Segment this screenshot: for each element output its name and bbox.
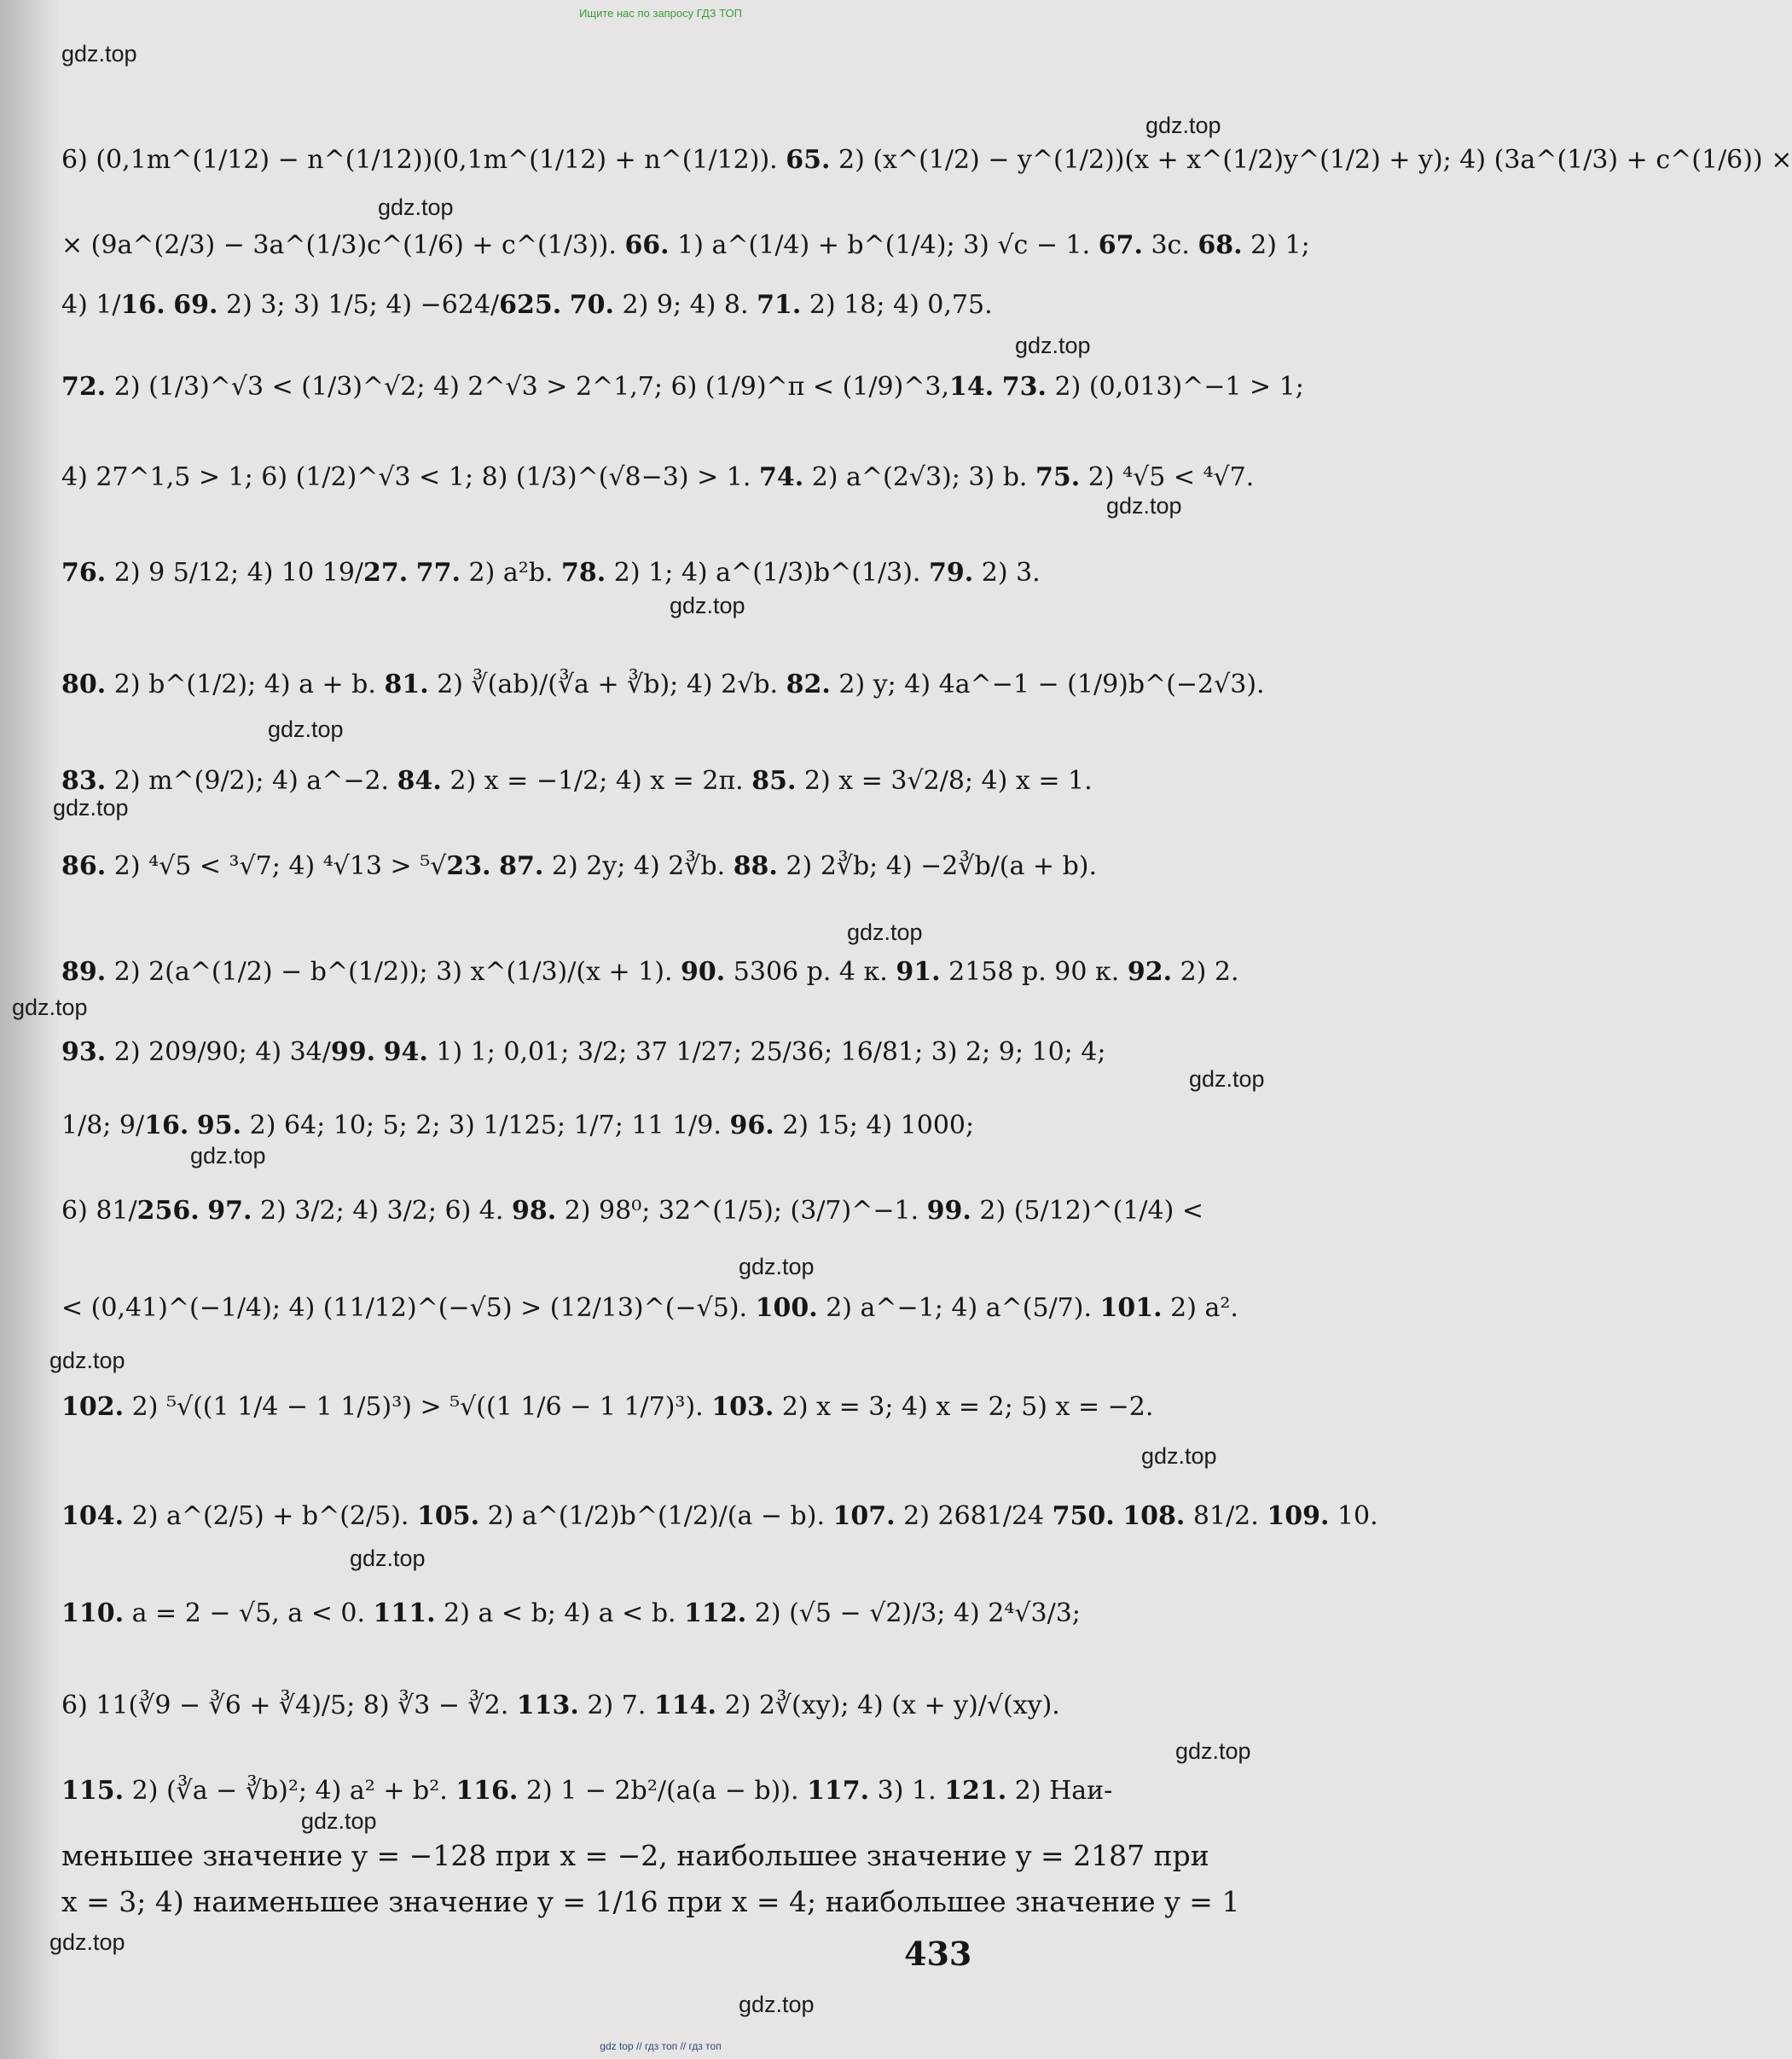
answer-line-15: 102. 2) ⁵√((1 1/4 − 1 1/5)³) > ⁵√((1 1/6 − 1 1/7)³). 103. 2) x = 3; 4) x = 2; 5) x = −2.	[61, 1392, 1154, 1422]
watermark: gdz.top	[1175, 1738, 1251, 1764]
watermark: gdz.top	[53, 795, 129, 821]
watermark: gdz.top	[1141, 1443, 1217, 1469]
watermark: gdz.top	[1145, 113, 1221, 138]
answer-line-10: 89. 2) 2(a^(1/2) − b^(1/2)); 3) x^(1/3)/(x + 1). 90. 5306 р. 4 к. 91. 2158 р. 90 к. 92. 2) 2.	[61, 957, 1239, 987]
watermark: gdz.top	[1106, 493, 1182, 519]
top-banner: Ищите нас по запросу ГДЗ ТОП	[579, 7, 742, 20]
watermark: gdz.top	[49, 1348, 125, 1373]
watermark: gdz.top	[350, 1546, 426, 1571]
answer-line-8: 83. 2) m^(9/2); 4) a^−2. 84. 2) x = −1/2; 4) x = 2π. 85. 2) x = 3√2/8; 4) x = 1.	[61, 766, 1093, 796]
watermark: gdz.top	[190, 1143, 266, 1169]
watermark: gdz.top	[378, 194, 454, 220]
watermark: gdz.top	[268, 716, 344, 742]
watermark: gdz.top	[49, 1929, 125, 1955]
answer-line-21: x = 3; 4) наименьшее значение y = 1/16 при x = 4; наибольшее значение y = 1	[61, 1885, 1240, 1918]
answer-line-9: 86. 2) ⁴√5 < ³√7; 4) ⁴√13 > ⁵√23. 87. 2) 2y; 4) 2∛b. 88. 2) 2∛b; 4) −2∛b/(a + b).	[61, 851, 1098, 881]
watermark: gdz.top	[739, 1254, 815, 1279]
answer-line-11: 93. 2) 209/90; 4) 34/99. 94. 1) 1; 0,01; 3/2; 37 1/27; 25/36; 16/81; 3) 2; 9; 10; 4;	[61, 1037, 1106, 1067]
answer-line-14: < (0,41)^(−1/4); 4) (11/12)^(−√5) > (12/13)^(−√5). 100. 2) a^−1; 4) a^(5/7). 101. 2) a².	[61, 1293, 1238, 1323]
answer-line-1: 6) (0,1m^(1/12) − n^(1/12))(0,1m^(1/12) + n^(1/12)). 65. 2) (x^(1/2) − y^(1/2))(x + x^(1/2)y^(1/2) + y); 4) (3a^(1/3) + c^(1/6)) ×	[61, 145, 1792, 175]
page-number: 433	[904, 1934, 972, 1973]
answer-line-16: 104. 2) a^(2/5) + b^(2/5). 105. 2) a^(1/2)b^(1/2)/(a − b). 107. 2) 2681/24 750. 108. 81/2. 109. 10.	[61, 1501, 1378, 1531]
bottom-banner: gdz top // гдз топ // гдз топ	[600, 2040, 722, 2052]
answer-line-18: 6) 11(∛9 − ∛6 + ∛4)/5; 8) ∛3 − ∛2. 113. 2) 7. 114. 2) 2∛(xy); 4) (x + y)/√(xy).	[61, 1691, 1060, 1720]
answer-line-19: 115. 2) (∛a − ∛b)²; 4) a² + b². 116. 2) 1 − 2b²/(a(a − b)). 117. 3) 1. 121. 2) Наи-	[61, 1776, 1113, 1806]
watermark: gdz.top	[1189, 1066, 1265, 1092]
answer-line-3: 4) 1/16. 69. 2) 3; 3) 1/5; 4) −624/625. 70. 2) 9; 4) 8. 71. 2) 18; 4) 0,75.	[61, 290, 993, 320]
answer-line-5: 4) 27^1,5 > 1; 6) (1/2)^√3 < 1; 8) (1/3)^(√8−3) > 1. 74. 2) a^(2√3); 3) b. 75. 2) ⁴√5 < ⁴√7.	[61, 462, 1255, 492]
watermark: gdz.top	[739, 1992, 815, 2017]
answer-line-17: 110. a = 2 − √5, a < 0. 111. 2) a < b; 4) a < b. 112. 2) (√5 − √2)/3; 4) 2⁴√3/3;	[61, 1598, 1081, 1628]
answer-line-20: меньшее значение y = −128 при x = −2, наибольшее значение y = 2187 при	[61, 1839, 1209, 1872]
answer-line-7: 80. 2) b^(1/2); 4) a + b. 81. 2) ∛(ab)/(∛a + ∛b); 4) 2√b. 82. 2) y; 4) 4a^−1 − (1/9)b^(−2√3).	[61, 670, 1265, 699]
answer-line-4: 72. 2) (1/3)^√3 < (1/3)^√2; 4) 2^√3 > 2^1,7; 6) (1/9)^π < (1/9)^3,14. 73. 2) (0,013)^−1 > 1;	[61, 372, 1304, 402]
watermark: gdz.top	[12, 995, 88, 1020]
watermark: gdz.top	[1015, 333, 1091, 358]
answer-line-2: × (9a^(2/3) − 3a^(1/3)c^(1/6) + c^(1/3)). 66. 1) a^(1/4) + b^(1/4); 3) √c − 1. 67. 3c. 68. 2) 1;	[61, 230, 1310, 260]
answer-line-12: 1/8; 9/16. 95. 2) 64; 10; 5; 2; 3) 1/125; 1/7; 11 1/9. 96. 2) 15; 4) 1000;	[61, 1111, 975, 1140]
page-spine-shadow	[0, 0, 60, 2059]
watermark: gdz.top	[301, 1808, 377, 1834]
watermark: gdz.top	[61, 41, 137, 67]
watermark: gdz.top	[670, 593, 745, 618]
answer-line-6: 76. 2) 9 5/12; 4) 10 19/27. 77. 2) a²b. 78. 2) 1; 4) a^(1/3)b^(1/3). 79. 2) 3.	[61, 558, 1041, 588]
answer-line-13: 6) 81/256. 97. 2) 3/2; 4) 3/2; 6) 4. 98. 2) 98⁰; 32^(1/5); (3/7)^−1. 99. 2) (5/12)^(1/4) <	[61, 1196, 1203, 1226]
watermark: gdz.top	[847, 919, 923, 945]
